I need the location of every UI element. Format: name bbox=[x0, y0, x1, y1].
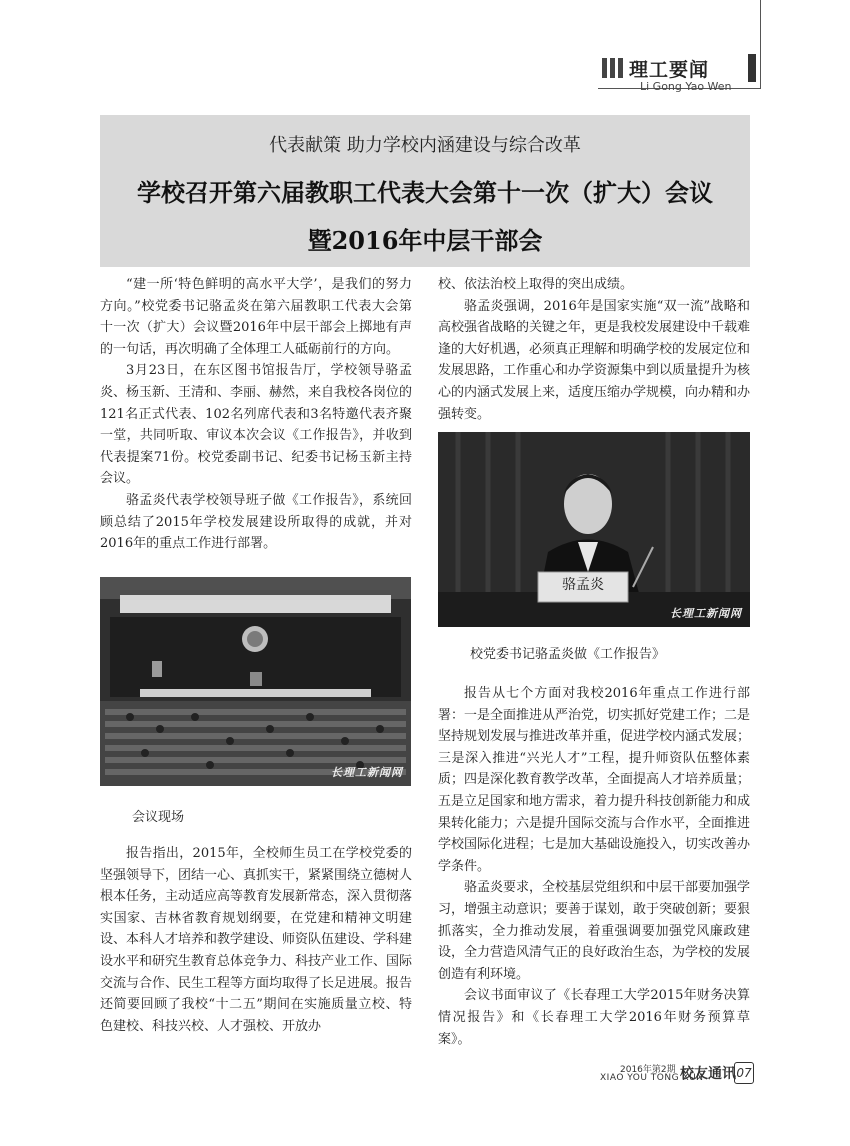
article-title-line1: 学校召开第六届教职工代表大会第十一次（扩大）会议 bbox=[137, 178, 713, 207]
photo-watermark: 长理工新闻网 bbox=[670, 607, 742, 620]
paragraph: 骆孟炎代表学校领导班子做《工作报告》，系统回顾总结了2015年学校发展建设所取得的成就，并对2016年的重点工作进行部署。 bbox=[100, 492, 412, 552]
right-column-bottom bbox=[438, 683, 750, 1050]
paragraph-continuation: 校、依法治校上取得的突出成绩。 bbox=[438, 277, 634, 292]
page-number: 07 bbox=[734, 1062, 754, 1084]
speaker-nameplate: 骆孟炎 bbox=[562, 577, 604, 593]
paragraph: “建一所‘特色鲜明的高水平大学’，是我们的努力方向。”校党委书记骆孟炎在第六届教职工代表大会第十一次（扩大）会议暨2016年中层干部会上掷地有声的一句话，再次明确了全体理工人砥砺前行的方向。 bbox=[100, 277, 412, 357]
section-title: 理工要闻 bbox=[629, 58, 710, 81]
article-subtitle: 代表献策 助力学校内涵建设与综合改革 bbox=[269, 135, 581, 156]
photo-watermark: 长理工新闻网 bbox=[331, 766, 403, 779]
section-subtitle: Li Gong Yao Wen bbox=[640, 80, 732, 93]
paragraph: 骆孟炎强调，2016年是国家实施“双一流”战略和高校强省战略的关键之年，更是我校发展建设中千载难逢的大好机遇，必须真正理解和明确学校的发展定位和发展思路，工作重心和办学资源集中到以质量提升为核心的内涵式发展上来，适度压缩办学规模，向办精和办强转变。 bbox=[438, 298, 751, 422]
speaker-illustration bbox=[438, 432, 750, 627]
photo-caption: 校党委书记骆孟炎做《工作报告》 bbox=[470, 647, 666, 662]
header-vertical-rule bbox=[760, 0, 761, 88]
footer-publication-name: 校友通讯 bbox=[680, 1066, 736, 1082]
left-column-top bbox=[100, 274, 412, 555]
meeting-hall-photo bbox=[100, 577, 411, 786]
speaker-photo bbox=[438, 432, 750, 627]
paragraph: 报告从七个方面对我校2016年重点工作进行部署：一是全面推进从严治党，切实抓好党建工作；二是坚持规划发展与推进改革并重，促进学校内涵式发展；三是深入推进“兴光人才”工程，提升师资队伍整体素质；四是深化教育教学改革，全面提高人才培养质量；五是立足国家和地方需求，着力提升科技创新能力和成果转化能力；六是提升国际交流与合作水平，全面推进学校国际化进程；七是加大基础设施投入，切实改善办学条件。 bbox=[438, 686, 751, 874]
paragraph: 骆孟炎要求，全校基层党组织和中层干部要加强学习，增强主动意识；要善于谋划，敢于突破创新；要狠抓落实，全力推动发展，着重强调要加强党风廉政建设，全力营造风清气正的良好政治生态，为学校的发展创造有利环境。 bbox=[438, 880, 751, 982]
paragraph: 会议书面审议了《长春理工大学2015年财务决算情况报告》和《长春理工大学2016年财务预算草案》。 bbox=[438, 988, 750, 1047]
meeting-hall-illustration bbox=[100, 577, 411, 786]
stripes-icon bbox=[602, 58, 623, 78]
left-column-bottom bbox=[100, 843, 412, 1037]
section-header bbox=[602, 54, 752, 82]
header-accent-bar bbox=[748, 54, 756, 82]
footer-issue: 2016年第2期 bbox=[620, 1065, 676, 1075]
right-column-top bbox=[438, 274, 750, 425]
footer-pinyin: XIAO YOU TONG XUN bbox=[600, 1073, 704, 1083]
article-title-line2: 暨2016年中层干部会 bbox=[307, 226, 543, 255]
paragraph: 3月23日，在东区图书馆报告厅，学校领导骆孟炎、杨玉新、王清和、李丽、赫然，来自我校各岗位的121名正式代表、102名列席代表和3名特邀代表齐聚一堂，共同听取、审议本次会议《工作报告》，并收到代表提案71份。校党委副书记、纪委书记杨玉新主持会议。 bbox=[100, 363, 413, 487]
photo-caption: 会议现场 bbox=[132, 810, 185, 825]
paragraph: 报告指出，2015年，全校师生员工在学校党委的坚强领导下，团结一心、真抓实干，紧紧围绕立德树人根本任务，主动适应高等教育发展新常态，深入贯彻落实国家、吉林省教育规划纲要，在党建和精神文明建设、本科人才培养和教学建设、师资队伍建设、学科建设水平和研究生教育总体竞争力、科技产业工作、国际交流与合作、民生工程等方面均取得了长足进展。报告还简要回顾了我校“十二五”期间在实施质量立校、特色建校、科技兴校、人才强校、开放办 bbox=[100, 846, 413, 1034]
article-title-box bbox=[100, 115, 750, 267]
